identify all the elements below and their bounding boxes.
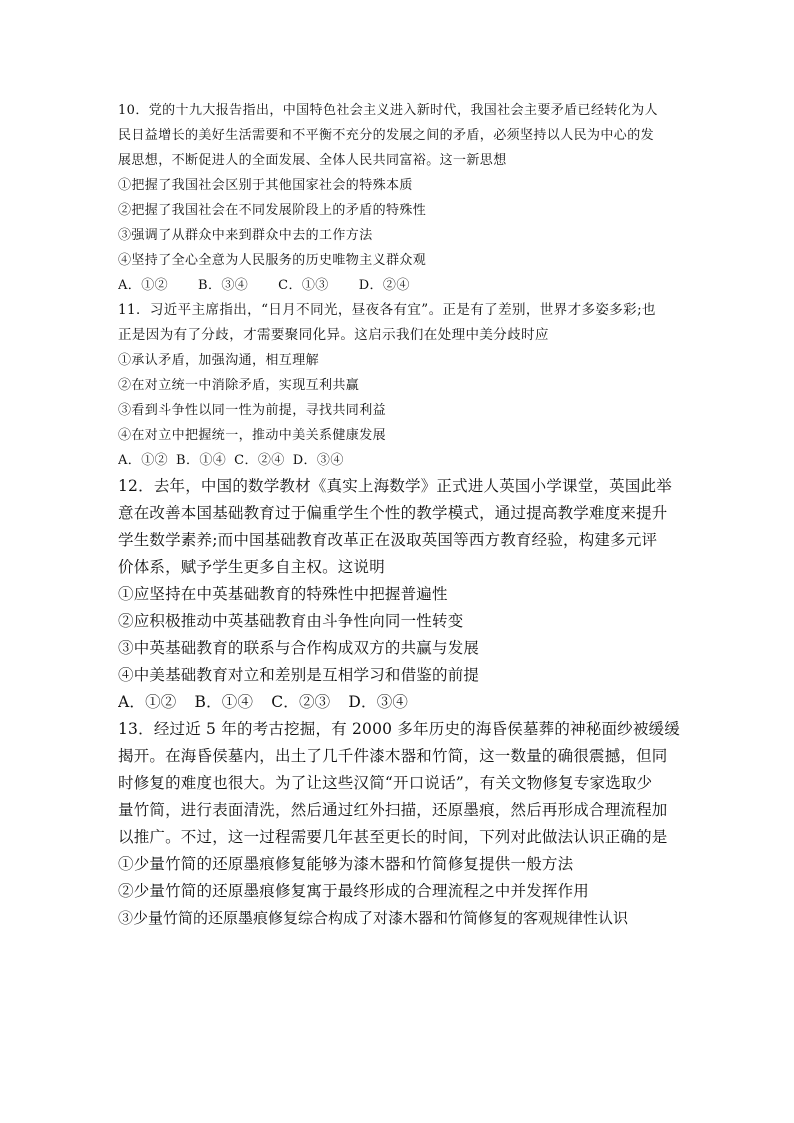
- question-12-item: ②应积极推动中英基础教育由斗争性向同一性转变: [118, 612, 464, 630]
- question-11-item: ③看到斗争性以同一性为前提，寻找共同利益: [118, 403, 387, 418]
- question-10-item: ④坚持了全心全意为人民服务的历史唯物主义群众观: [118, 253, 427, 268]
- question-13: [118, 716, 684, 932]
- question-10-stem-line: 展思想，不断促进人的全面发展、全体人民共同富裕。这一新思想: [118, 153, 507, 168]
- question-11: [118, 298, 684, 473]
- option-a: A．①②: [118, 693, 177, 711]
- question-11-item: ①承认矛盾，加强沟通，相互理解: [118, 353, 320, 368]
- question-10-item: ③强调了从群众中来到群众中去的工作方法: [118, 228, 373, 243]
- option-c: C．②③: [271, 693, 331, 711]
- option-b: B．③④: [198, 278, 249, 293]
- option-a: A．①②: [118, 278, 168, 293]
- question-10-stem-line: 民日益增长的美好生活需要和不平衡不充分的发展之间的矛盾，必须坚持以人民为中心的发: [118, 128, 655, 143]
- question-13-stem-line: 以推广。不过，这一过程需要几年甚至更长的时间，下列对此做法认识正确的是: [118, 828, 668, 846]
- option-b: B．①④: [176, 453, 227, 468]
- question-12-stem-line: 价体系，赋予学生更多自主权。这说明: [118, 558, 385, 576]
- question-12-options: [118, 689, 684, 716]
- option-d: D．②④: [358, 278, 410, 293]
- question-11-options: [118, 448, 684, 473]
- question-10-item: ①把握了我国社会区别于其他国家社会的特殊本质: [118, 178, 413, 193]
- question-11-item: ②在对立统一中消除矛盾，实现互利共赢: [118, 378, 360, 393]
- question-12-stem-line: 学生数学素养;而中国基础教育改革正在汲取英国等西方教育经验，构建多元评: [118, 531, 658, 549]
- question-11-stem-line: 正是因为有了分歧，才需要聚同化异。这启示我们在处理中美分歧时应: [118, 327, 549, 343]
- question-12-stem-line: 12．去年，中国的数学教材《真实上海数学》正式进人英国小学课堂，英国此举: [118, 477, 672, 495]
- question-12-stem-line: 意在改善本国基础教育过于偏重学生个性的教学模式，通过提高教学难度来提升: [118, 504, 668, 522]
- question-11-item: ④在对立中把握统一，推动中美关系健康发展: [118, 428, 387, 443]
- option-c: C．②④: [234, 453, 285, 468]
- question-13-stem-line: 揭开。在海昏侯墓内，出土了几千件漆木器和竹简，这一数量的确很震撼，但同: [118, 747, 668, 765]
- question-10-options: [118, 273, 684, 298]
- question-10-stem-line: 10．党的十九大报告指出，中国特色社会主义进入新时代，我国社会主要矛盾已经转化为人: [118, 103, 658, 118]
- question-13-stem-line: 时修复的难度也很大。为了让这些汉简“开口说话”，有关文物修复专家选取少: [118, 774, 653, 792]
- exam-content: [118, 98, 684, 932]
- option-d: D．③④: [292, 453, 344, 468]
- question-10: [118, 98, 684, 298]
- question-11-stem-line: 11．习近平主席指出，“日月不同光，昼夜各有宜”。正是有了差别，世界才多姿多彩;也: [118, 302, 656, 318]
- option-c: C．①③: [278, 278, 329, 293]
- question-13-stem-line: 量竹简，进行表面清洗，然后通过红外扫描，还原墨痕，然后再形成合理流程加: [118, 801, 668, 819]
- option-a: A．①②: [118, 453, 168, 468]
- option-b: B．①④: [194, 693, 254, 711]
- question-12: [118, 473, 684, 716]
- question-12-item: ③中英基础教育的联系与合作构成双方的共赢与发展: [118, 639, 480, 657]
- question-13-item: ③少量竹简的还原墨痕修复综合构成了对漆木器和竹简修复的客观规律性认识: [118, 909, 629, 927]
- option-d: D．③④: [348, 693, 409, 711]
- question-12-item: ④中美基础教育对立和差别是互相学习和借鉴的前提: [118, 666, 480, 684]
- question-13-stem-line: 13．经过近 5 年的考古挖掘，有 2000 多年历史的海昏侯墓葬的神秘面纱被缓缓: [118, 720, 680, 738]
- question-10-item: ②把握了我国社会在不同发展阶段上的矛盾的特殊性: [118, 203, 427, 218]
- question-13-item: ①少量竹简的还原墨痕修复能够为漆木器和竹简修复提供一般方法: [118, 855, 574, 873]
- question-13-item: ②少量竹简的还原墨痕修复寓于最终形成的合理流程之中并发挥作用: [118, 882, 590, 900]
- question-12-item: ①应坚持在中英基础教育的特殊性中把握普遍性: [118, 585, 448, 603]
